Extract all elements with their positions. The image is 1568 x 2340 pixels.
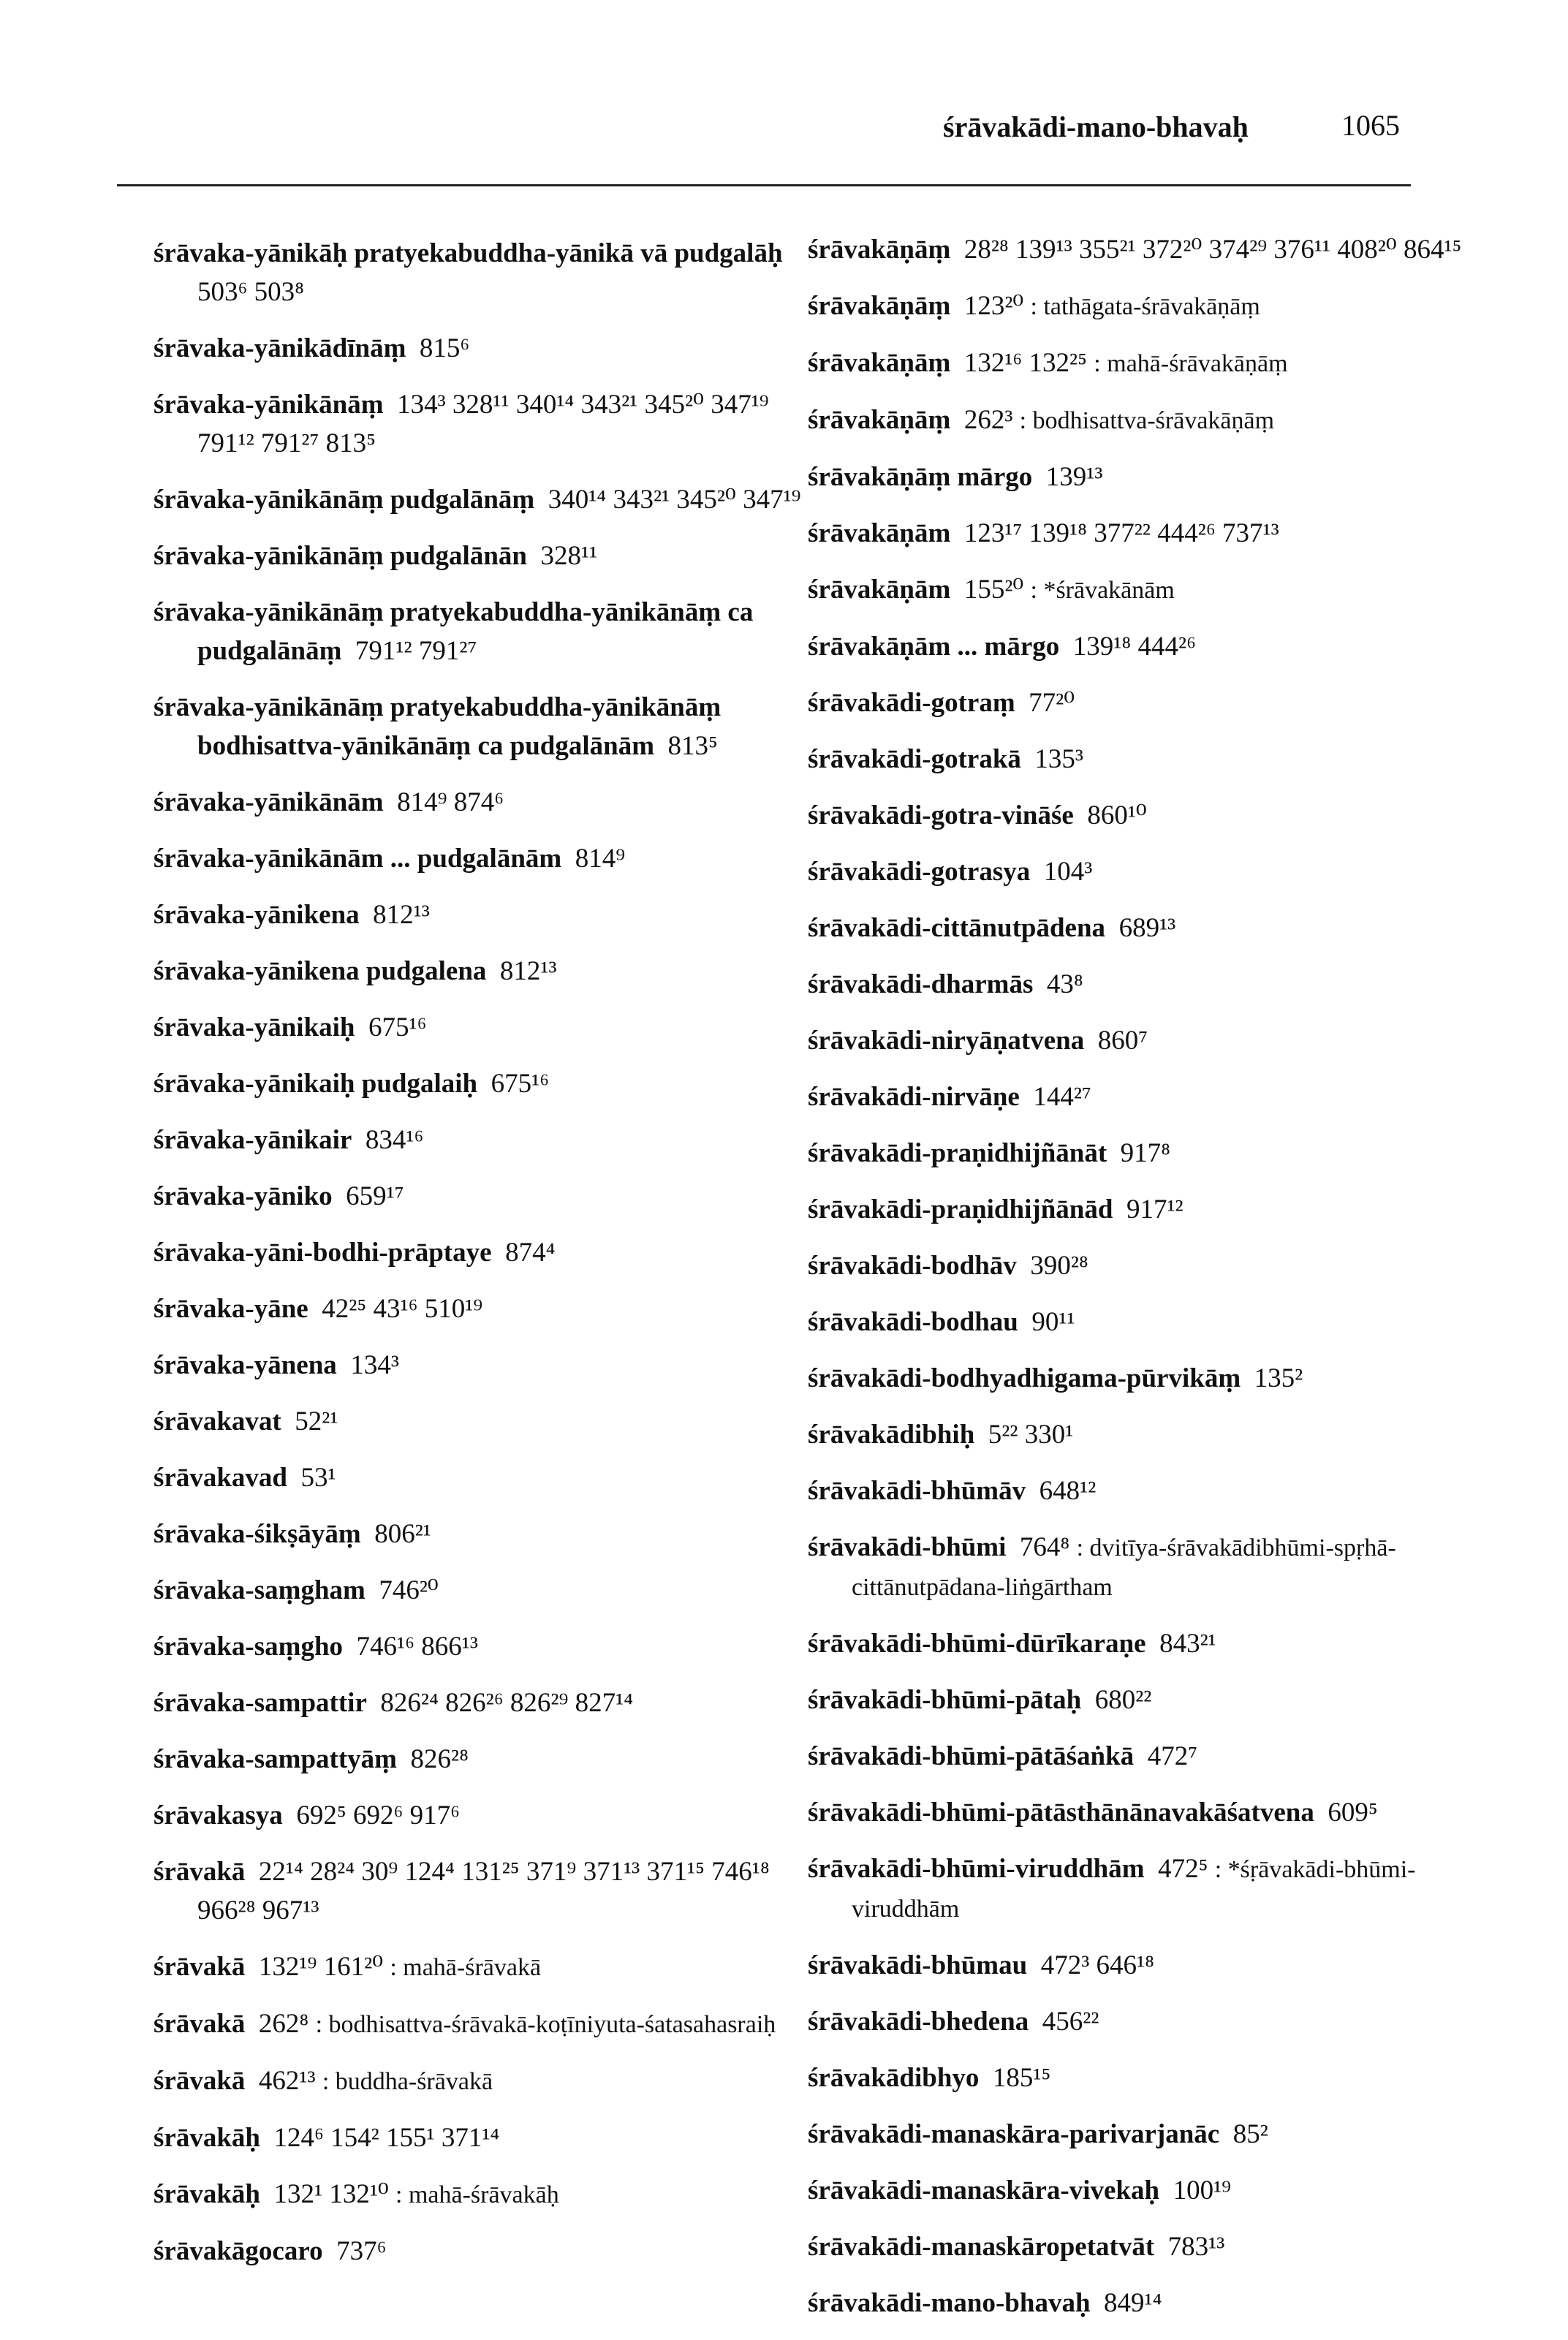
entry-headword: śrāvakāṇāṃ — [808, 235, 951, 265]
entry-headword: śrāvakādi-bhūmi-pātāsthānānavakāśatvena — [808, 1798, 1314, 1828]
index-entry — [808, 1624, 1466, 1663]
entry-headword: śrāvaka-yānikena pudgalena — [154, 956, 487, 986]
index-entry — [154, 1515, 811, 1553]
index-entry — [154, 1458, 811, 1497]
index-entry — [808, 1793, 1466, 1832]
index-entry — [808, 1359, 1466, 1398]
index-entry — [154, 385, 811, 463]
index-entry — [154, 1852, 811, 1930]
entry-headword: śrāvakādi-manaskāra-vivekaḥ — [808, 2176, 1160, 2205]
left-column — [154, 234, 811, 2288]
entry-headword: śrāvakādi-cittānutpādena — [808, 913, 1106, 943]
entry-headword: śrāvakādi-gotrasya — [808, 857, 1031, 887]
index-entry — [808, 1021, 1466, 1060]
entry-references: 737⁶ — [336, 2236, 387, 2266]
right-column — [808, 230, 1466, 2340]
entry-references: 139¹⁸ 444²⁶ — [1072, 632, 1197, 662]
entry-headword: śrāvakādi-bhūmi — [808, 1532, 1007, 1562]
entry-cross-reference: : bodhisattva-śrāvakā-koṭīniyuta-śatasahasraiḥ — [315, 2011, 776, 2038]
index-entry — [154, 2175, 811, 2214]
index-entry — [154, 1796, 811, 1835]
entry-headword: śrāvakādi-gotraṃ — [808, 688, 1015, 718]
entry-references: 132¹ 132¹⁰ — [273, 2179, 389, 2209]
entry-headword: śrāvakādibhyo — [808, 2063, 980, 2093]
entry-headword: śrāvakāṇāṃ — [808, 405, 951, 435]
index-entry — [808, 1303, 1466, 1341]
entry-references: 124⁶ 154² 155¹ 371¹⁴ — [273, 2123, 500, 2153]
entry-headword: śrāvaka-yānikānāṃ — [154, 390, 384, 420]
entry-headword: śrāvakādi-bodhyadhigama-pūrvikāṃ — [808, 1363, 1241, 1393]
index-entry — [808, 740, 1466, 779]
entry-references: 826²⁴ 826²⁶ 826²⁹ 827¹⁴ — [380, 1688, 634, 1718]
page-number: 1065 — [1341, 109, 1400, 142]
entry-headword: śrāvakāṇām — [808, 518, 951, 548]
entry-cross-reference: : mahā-śrāvakāṇāṃ — [1094, 350, 1288, 377]
index-entry — [154, 234, 811, 311]
index-entry — [808, 2002, 1466, 2041]
entry-headword: śrāvakādi-bodhau — [808, 1307, 1018, 1337]
index-entry — [808, 1737, 1466, 1776]
index-entry — [808, 1246, 1466, 1285]
index-entry — [808, 1849, 1466, 1928]
entry-headword: śrāvakādi-bhedena — [808, 2007, 1029, 2037]
entry-references: 659¹⁷ — [346, 1181, 404, 1211]
entry-references: 849¹⁴ — [1104, 2288, 1162, 2318]
entry-references: 812¹³ — [373, 900, 430, 930]
entry-references: 472³ 646¹⁸ — [1040, 1950, 1155, 1980]
index-entry — [154, 329, 811, 368]
entry-references: 132¹⁶ 132²⁵ — [963, 348, 1088, 378]
entry-references: 689¹³ — [1118, 913, 1176, 943]
entry-references: 262⁸ — [258, 2009, 309, 2039]
entry-headword: śrāvakāṇāṃ — [808, 348, 951, 378]
entry-references: 5²² 330¹ — [988, 1420, 1074, 1450]
index-entry — [154, 537, 811, 575]
entry-headword: śrāvaka-sampattir — [154, 1688, 367, 1718]
entry-references: 134³ 328¹¹ 340¹⁴ 343²¹ 345²⁰ 347¹⁹ 791¹² 791²⁷ 813⁵ — [197, 390, 769, 458]
entry-cross-reference: : mahā-śrāvakāḥ — [395, 2181, 559, 2208]
index-entry — [808, 344, 1466, 383]
index-entry — [154, 952, 811, 991]
index-entry — [154, 1947, 811, 1987]
index-entry — [808, 1415, 1466, 1454]
entry-references: 675¹⁶ — [368, 1012, 427, 1042]
entry-headword: śrāvaka-sampattyāṃ — [154, 1744, 397, 1774]
entry-headword: śrāvaka-yānikānām — [154, 787, 384, 817]
entry-references: 813⁵ — [667, 731, 718, 761]
index-entry — [154, 1346, 811, 1385]
index-entry — [808, 2284, 1466, 2322]
index-entry — [808, 2115, 1466, 2154]
entry-references: 814⁹ 874⁶ — [397, 787, 504, 817]
index-entry — [154, 1008, 811, 1047]
entry-headword: śrāvakādi-manaskāra-parivarjanāc — [808, 2119, 1220, 2149]
entry-headword: śrāvaka-yānikānāṃ pratyekabuddha-yānikānāṃ bodhisattva-yānikānāṃ ca pudgalānām — [154, 692, 721, 761]
entry-references: 139¹³ — [1045, 462, 1103, 492]
index-entry — [154, 1177, 811, 1216]
index-entry — [154, 896, 811, 934]
entry-references: 52²¹ — [295, 1406, 338, 1436]
entry-headword: śrāvakādi-bhūmi-pātaḥ — [808, 1685, 1082, 1715]
index-entry — [808, 230, 1466, 269]
entry-references: 100¹⁹ — [1173, 2176, 1232, 2205]
entry-headword: śrāvakādi-praṇidhijñānād — [808, 1194, 1113, 1224]
index-entry — [154, 1627, 811, 1666]
entry-headword: śrāvakādi-nirvāṇe — [808, 1082, 1020, 1112]
entry-headword: śrāvakavat — [154, 1406, 281, 1436]
entry-references: 262³ — [963, 405, 1013, 435]
entry-references: 675¹⁶ — [491, 1069, 550, 1099]
index-entry — [808, 796, 1466, 835]
index-entry — [154, 1064, 811, 1103]
entry-headword: śrāvaka-yānikena — [154, 900, 360, 930]
entry-references: 123¹⁷ 139¹⁸ 377²² 444²⁶ 737¹³ — [963, 518, 1279, 548]
entry-references: 917¹² — [1126, 1194, 1183, 1224]
entry-headword: śrāvaka-yānikādīnāṃ — [154, 333, 406, 363]
index-entry — [154, 1740, 811, 1779]
entry-references: 85² — [1232, 2119, 1268, 2149]
index-entry — [808, 1078, 1466, 1116]
index-entry — [154, 480, 811, 519]
entry-references: 135² — [1254, 1363, 1303, 1393]
entry-headword: śrāvakāgocaro — [154, 2236, 323, 2266]
index-entry — [808, 2059, 1466, 2097]
index-entry — [808, 909, 1466, 947]
entry-references: 456²² — [1042, 2007, 1099, 2037]
entry-headword: śrāvakā — [154, 2066, 246, 2096]
index-entry — [808, 1472, 1466, 1510]
entry-headword: śrāvakavad — [154, 1463, 287, 1493]
entry-headword: śrāvakādi-manaskāropetatvāt — [808, 2232, 1155, 2262]
entry-headword: śrāvaka-yānikānāṃ pudgalānāṃ — [154, 485, 535, 515]
entry-headword: śrāvakādi-gotra-vināśe — [808, 800, 1074, 830]
entry-headword: śrāvakā — [154, 1952, 246, 1982]
entry-references: 132¹⁹ 161²⁰ — [258, 1952, 384, 1982]
index-entry — [808, 287, 1466, 326]
entry-references: 390²⁸ — [1030, 1251, 1088, 1281]
entry-headword: śrāvakādi-praṇidhijñānāt — [808, 1138, 1107, 1168]
entry-references: 503⁶ 503⁸ — [197, 277, 305, 307]
entry-references: 815⁶ — [419, 333, 470, 363]
entry-headword: śrāvaka-saṃgho — [154, 1632, 344, 1662]
entry-headword: śrāvakā — [154, 1857, 246, 1887]
entry-references: 42²⁵ 43¹⁶ 510¹⁹ — [322, 1294, 483, 1324]
entry-cross-reference: : buddha-śrāvakā — [322, 2068, 493, 2095]
entry-references: 746²⁰ — [379, 1575, 439, 1605]
entry-headword: śrāvaka-yānikāḥ pratyekabuddha-yānikā vā pudgalāḥ — [154, 238, 783, 268]
index-entry — [154, 688, 811, 765]
index-entry — [808, 1946, 1466, 1985]
index-entry — [808, 514, 1466, 553]
index-entry — [154, 1121, 811, 1159]
running-head: śrāvakādi-mano-bhavaḥ — [943, 110, 1249, 143]
entry-headword: śrāvaka-saṃgham — [154, 1575, 366, 1605]
index-entry — [154, 1684, 811, 1722]
entry-references: 692⁵ 692⁶ 917⁶ — [296, 1801, 461, 1830]
entry-headword: śrāvakādi-gotrakā — [808, 744, 1021, 774]
entry-headword: śrāvaka-śikṣāyāṃ — [154, 1519, 361, 1549]
entry-headword: śrāvaka-yānikaiḥ — [154, 1012, 355, 1042]
entry-headword: śrāvakādi-bhūmau — [808, 1950, 1028, 1980]
entry-headword: śrāvakāḥ — [154, 2179, 260, 2209]
entry-headword: śrāvaka-yāne — [154, 1294, 308, 1324]
index-entry — [154, 2061, 811, 2101]
index-entry — [808, 2227, 1466, 2266]
entry-references: 328¹¹ — [540, 541, 598, 571]
entry-references: 812¹³ — [499, 956, 557, 986]
entry-references: 680²² — [1094, 1685, 1152, 1715]
entry-headword: śrāvakādi-bhūmi-viruddhām — [808, 1854, 1145, 1884]
entry-references: 917⁸ — [1120, 1138, 1171, 1168]
entry-headword: śrāvakādi-bhūmi-dūrīkaraṇe — [808, 1629, 1146, 1659]
index-entry — [154, 1290, 811, 1328]
index-entry — [808, 852, 1466, 891]
entry-references: 77²⁰ — [1029, 688, 1075, 718]
entry-headword: śrāvaka-yānikānām ... pudgalānām — [154, 844, 562, 874]
entry-references: 340¹⁴ 343²¹ 345²⁰ 347¹⁹ — [548, 485, 801, 515]
entry-references: 860⁷ — [1097, 1026, 1148, 1056]
index-entry — [808, 1134, 1466, 1173]
index-entry — [154, 1571, 811, 1610]
entry-headword: śrāvaka-yāniko — [154, 1181, 333, 1211]
entry-cross-reference: : mahā-śrāvakā — [390, 1954, 542, 1981]
index-entry — [808, 1190, 1466, 1229]
index-entry — [808, 1681, 1466, 1719]
entry-references: 90¹¹ — [1031, 1307, 1075, 1337]
entry-headword: śrāvakādi-bhūmi-pātāśaṅkā — [808, 1741, 1135, 1771]
entry-references: 472⁵ — [1158, 1854, 1208, 1884]
entry-cross-reference: : tathāgata-śrāvakāṇāṃ — [1030, 293, 1260, 320]
entry-headword: śrāvakāṇām — [808, 575, 951, 605]
index-entry — [154, 783, 811, 822]
entry-references: 144²⁷ — [1033, 1082, 1091, 1112]
index-entry — [808, 1528, 1466, 1607]
index-entry — [808, 458, 1466, 496]
index-entry — [154, 2004, 811, 2044]
index-entry — [808, 965, 1466, 1004]
index-entry — [154, 593, 811, 670]
entry-references: 462¹³ — [258, 2066, 316, 2096]
entry-references: 843²¹ — [1159, 1629, 1216, 1659]
entry-references: 53¹ — [300, 1463, 336, 1493]
entry-references: 791¹² 791²⁷ — [355, 636, 477, 666]
entry-references: 185¹⁵ — [992, 2063, 1051, 2093]
entry-headword: śrāvakāṇāṃ mārgo — [808, 462, 1033, 492]
entry-references: 22¹⁴ 28²⁴ 30⁹ 124⁴ 131²⁵ 371⁹ 371¹³ 371¹⁵ 746¹⁸ 966²⁸ 967¹³ — [197, 1857, 770, 1926]
index-entry — [154, 2232, 811, 2271]
index-entry — [808, 570, 1466, 610]
index-entry — [808, 627, 1466, 666]
entry-references: 874⁴ — [505, 1238, 556, 1268]
entry-references: 806²¹ — [374, 1519, 431, 1549]
entry-references: 783¹³ — [1167, 2232, 1225, 2262]
entry-references: 28²⁸ 139¹³ 355²¹ 372²⁰ 374²⁹ 376¹¹ 408²⁰ 864¹⁵ — [963, 235, 1462, 265]
entry-headword: śrāvakādi-mano-bhavaḥ — [808, 2288, 1091, 2318]
entry-headword: śrāvaka-yānikair — [154, 1125, 352, 1155]
entry-cross-reference: : *śṛāvakādi-bhūmi-viruddhām — [852, 1856, 1416, 1923]
entry-references: 826²⁸ — [410, 1744, 469, 1774]
entry-references: 43⁸ — [1046, 969, 1083, 999]
entry-headword: śrāvakāḥ — [154, 2123, 260, 2153]
entry-cross-reference: : *śrāvakānām — [1030, 577, 1175, 604]
entry-references: 860¹⁰ — [1087, 800, 1147, 830]
entry-headword: śrāvaka-yānikaiḥ pudgalaiḥ — [154, 1069, 478, 1099]
entry-headword: śrāvakādi-bodhāv — [808, 1251, 1017, 1281]
entry-references: 134³ — [350, 1350, 399, 1380]
index-entry — [808, 401, 1466, 440]
entry-headword: śrāvakāṇāṃ — [808, 291, 951, 321]
entry-headword: śrāvaka-yānikānāṃ pratyekabuddha-yānikānāṃ ca pudgalānāṃ — [154, 597, 754, 666]
index-entry — [154, 2119, 811, 2157]
entry-headword: śrāvakā — [154, 2009, 246, 2039]
entry-references: 764⁸ — [1019, 1532, 1070, 1562]
entry-references: 814⁹ — [575, 844, 626, 874]
entry-headword: śrāvakādi-niryāṇatvena — [808, 1026, 1085, 1056]
entry-cross-reference: : bodhisattva-śrāvakāṇāṃ — [1019, 407, 1275, 434]
entry-headword: śrāvakādi-bhūmāv — [808, 1476, 1026, 1506]
entry-references: 609⁵ — [1328, 1798, 1378, 1828]
entry-references: 123²⁰ — [963, 291, 1024, 321]
index-entry — [154, 1402, 811, 1441]
entry-headword: śrāvaka-yānena — [154, 1350, 337, 1380]
entry-cross-reference: : dvitīya-śrāvakādibhūmi-spṛhā-cittānutpādana-liṅgārtham — [852, 1534, 1396, 1601]
entry-references: 155²⁰ — [963, 575, 1024, 605]
entry-references: 135³ — [1034, 744, 1083, 774]
entry-references: 472⁷ — [1147, 1741, 1198, 1771]
entry-headword: śrāvakāṇām ... mārgo — [808, 632, 1060, 662]
entry-references: 746¹⁶ 866¹³ — [356, 1632, 478, 1662]
entry-references: 648¹² — [1039, 1476, 1097, 1506]
entry-references: 104³ — [1043, 857, 1093, 887]
entry-headword: śrāvaka-yāni-bodhi-prāptaye — [154, 1238, 492, 1268]
entry-headword: śrāvakādi-dharmās — [808, 969, 1034, 999]
entry-headword: śrāvakādibhiḥ — [808, 1420, 975, 1450]
entry-headword: śrāvaka-yānikānāṃ pudgalānān — [154, 541, 527, 571]
index-entry — [808, 684, 1466, 722]
entry-references: 834¹⁶ — [365, 1125, 424, 1155]
index-entry — [808, 2171, 1466, 2210]
header-rule — [117, 184, 1411, 186]
index-entry — [154, 1233, 811, 1272]
index-entry — [154, 839, 811, 878]
entry-headword: śrāvakasya — [154, 1801, 283, 1830]
